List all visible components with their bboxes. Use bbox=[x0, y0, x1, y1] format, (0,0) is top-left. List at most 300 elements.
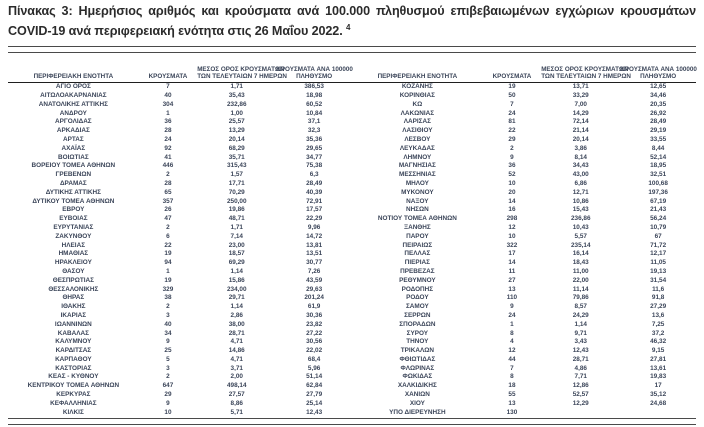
column-header-per100k bbox=[276, 66, 352, 80]
table-row bbox=[8, 145, 352, 154]
avg7-cell: 9,71 bbox=[574, 329, 587, 337]
per100k-cell: 13,81 bbox=[306, 241, 323, 249]
cases-cell: 2 bbox=[166, 223, 170, 231]
cases-cell: 9 bbox=[166, 399, 170, 407]
cases-cell: 55 bbox=[508, 391, 516, 399]
table-row bbox=[8, 92, 352, 101]
column-header-avg7-line2: ΤΩΝ ΤΕΛΕΥΤΑΙΩΝ 7 ΗΜΕΡΩΝ bbox=[197, 72, 287, 80]
cases-cell: 17 bbox=[508, 250, 516, 258]
table-left-body bbox=[8, 83, 352, 417]
region-cell: ΧΙΟΥ bbox=[409, 399, 425, 407]
region-cell: ΑΙΤΩΛΟΑΚΑΡΝΑΝΙΑΣ bbox=[40, 91, 107, 99]
column-header-avg7 bbox=[541, 65, 631, 80]
table-row bbox=[352, 382, 696, 391]
avg7-cell: 21,14 bbox=[572, 127, 589, 135]
table-row bbox=[8, 215, 352, 224]
per100k-cell: 27,29 bbox=[650, 303, 667, 311]
per100k-cell: 60,52 bbox=[306, 100, 323, 108]
table-row bbox=[8, 242, 352, 251]
avg7-cell: 48,71 bbox=[228, 215, 245, 223]
avg7-cell: 1,14 bbox=[230, 267, 243, 275]
region-cell: ΚΕΝΤΡΙΚΟΥ ΤΟΜΕΑ ΑΘΗΝΩΝ bbox=[27, 382, 120, 390]
column-header-avg7-line1: ΜΕΣΟΣ ΟΡΟΣ ΚΡΟΥΣΜΑΤΩΝ bbox=[541, 65, 629, 73]
region-cell: ΑΧΑΪΑΣ bbox=[61, 144, 86, 152]
per100k-cell: 28,49 bbox=[650, 118, 667, 126]
region-cell: ΧΑΛΚΙΔΙΚΗΣ bbox=[397, 382, 437, 390]
table-row bbox=[352, 198, 696, 207]
cases-cell: 110 bbox=[506, 294, 518, 302]
region-cell: ΘΑΣΟΥ bbox=[62, 267, 85, 275]
region-cell: ΑΡΓΟΛΙΔΑΣ bbox=[55, 118, 92, 126]
region-cell: ΙΚΑΡΙΑΣ bbox=[60, 311, 87, 319]
per100k-cell: 46,32 bbox=[650, 338, 667, 346]
avg7-cell: 4,71 bbox=[230, 338, 243, 346]
bottom-double-rule bbox=[8, 418, 696, 425]
cases-cell: 3 bbox=[166, 311, 170, 319]
cases-cell: 94 bbox=[164, 259, 172, 267]
rule-line bbox=[8, 424, 696, 425]
table-row bbox=[352, 391, 696, 400]
avg7-cell: 68,29 bbox=[228, 144, 245, 152]
region-cell: ΚΑΡΔΙΤΣΑΣ bbox=[55, 347, 92, 355]
region-cell: ΚΑΡΠΑΘΟΥ bbox=[55, 355, 92, 363]
cases-cell: 29 bbox=[508, 135, 516, 143]
per100k-cell: 33,55 bbox=[650, 135, 667, 143]
avg7-cell: 3,43 bbox=[574, 338, 587, 346]
avg7-cell: 18,43 bbox=[572, 259, 589, 267]
avg7-cell: 1,71 bbox=[230, 83, 243, 91]
region-cell: ΑΝΑΤΟΛΙΚΗΣ ΑΤΤΙΚΗΣ bbox=[38, 100, 108, 108]
avg7-cell: 52,57 bbox=[572, 391, 589, 399]
table-row bbox=[352, 215, 696, 224]
per100k-cell: 10,84 bbox=[306, 109, 323, 117]
per100k-cell: 67,19 bbox=[650, 197, 667, 205]
avg7-cell: 35,43 bbox=[228, 91, 245, 99]
per100k-cell: 31,54 bbox=[650, 276, 667, 284]
cases-cell: 14 bbox=[508, 259, 516, 267]
per100k-cell: 9,15 bbox=[651, 347, 665, 355]
avg7-cell: 12,29 bbox=[572, 399, 589, 407]
per100k-cell: 67 bbox=[654, 232, 662, 240]
cases-cell: 22 bbox=[164, 241, 172, 249]
region-cell: ΙΩΑΝΝΙΝΩΝ bbox=[54, 320, 92, 328]
table-row bbox=[8, 338, 352, 347]
per100k-cell: 22,29 bbox=[306, 215, 323, 223]
table-row bbox=[352, 92, 696, 101]
avg7-cell: 3,86 bbox=[574, 144, 587, 152]
table-row bbox=[8, 391, 352, 400]
cases-cell: 7 bbox=[166, 83, 170, 91]
per100k-cell: 35,36 bbox=[306, 135, 323, 143]
table-left-header bbox=[8, 53, 352, 83]
avg7-cell: 12,43 bbox=[572, 347, 589, 355]
cases-cell: 2 bbox=[510, 144, 514, 152]
cases-cell: 25 bbox=[164, 347, 172, 355]
cases-cell: 18 bbox=[508, 382, 516, 390]
avg7-cell: 16,14 bbox=[572, 250, 589, 258]
table-row bbox=[352, 145, 696, 154]
table-row bbox=[352, 206, 696, 215]
per100k-cell: 18,95 bbox=[650, 162, 667, 170]
cases-cell: 12 bbox=[508, 223, 516, 231]
per100k-cell: 6,3 bbox=[309, 171, 319, 179]
cases-cell: 47 bbox=[164, 215, 172, 223]
table-row bbox=[8, 180, 352, 189]
region-cell: ΧΑΝΙΩΝ bbox=[404, 391, 430, 399]
avg7-cell: 69,29 bbox=[228, 259, 245, 267]
region-cell: ΓΡΕΒΕΝΩΝ bbox=[55, 171, 92, 179]
column-header-avg7-line2: ΤΩΝ ΤΕΛΕΥΤΑΙΩΝ 7 ΗΜΕΡΩΝ bbox=[541, 72, 631, 80]
per100k-cell: 8,44 bbox=[651, 144, 665, 152]
avg7-cell: 14,86 bbox=[228, 347, 245, 355]
avg7-cell: 8,57 bbox=[574, 303, 587, 311]
per100k-cell: 27,79 bbox=[306, 391, 323, 399]
table-row bbox=[8, 365, 352, 374]
avg7-cell: 34,43 bbox=[572, 162, 589, 170]
table-row bbox=[352, 321, 696, 330]
cases-cell: 9 bbox=[166, 338, 170, 346]
avg7-cell: 7,71 bbox=[574, 373, 587, 381]
region-cell: ΛΕΣΒΟΥ bbox=[404, 135, 431, 143]
per100k-cell: 28,49 bbox=[306, 179, 323, 187]
avg7-cell: 22,00 bbox=[572, 276, 589, 284]
table-row bbox=[352, 154, 696, 163]
cases-cell: 2 bbox=[166, 373, 170, 381]
cases-cell: 6 bbox=[166, 232, 170, 240]
table-row bbox=[352, 242, 696, 251]
table-row bbox=[352, 259, 696, 268]
table-row bbox=[8, 400, 352, 409]
avg7-cell: 8,14 bbox=[574, 153, 587, 161]
cases-cell: 7 bbox=[510, 100, 514, 108]
region-cell: ΔΥΤΙΚΟΥ ΤΟΜΕΑ ΑΘΗΝΩΝ bbox=[32, 197, 115, 205]
per100k-cell: 5,96 bbox=[307, 364, 321, 372]
cases-cell: 28 bbox=[164, 127, 172, 135]
cases-cell: 28 bbox=[164, 179, 172, 187]
avg7-cell: 7,00 bbox=[574, 100, 587, 108]
per100k-cell: 32,3 bbox=[307, 127, 321, 135]
table-row bbox=[352, 250, 696, 259]
table-row bbox=[352, 373, 696, 382]
region-cell: ΝΑΞΟΥ bbox=[406, 197, 429, 205]
cases-cell: 22 bbox=[508, 127, 516, 135]
region-cell: ΡΟΔΟΥ bbox=[406, 294, 429, 302]
cases-cell: 24 bbox=[164, 135, 172, 143]
region-cell: ΠΡΕΒΕΖΑΣ bbox=[400, 267, 435, 275]
cases-cell: 52 bbox=[508, 171, 516, 179]
region-cell: ΡΕΘΥΜΝΟΥ bbox=[399, 276, 436, 284]
table-right-header bbox=[352, 53, 696, 83]
cases-cell: 130 bbox=[506, 408, 518, 416]
table-row bbox=[352, 118, 696, 127]
cases-cell: 50 bbox=[508, 91, 516, 99]
cases-cell: 446 bbox=[162, 162, 174, 170]
per100k-cell: 10,79 bbox=[650, 223, 667, 231]
table-row bbox=[8, 154, 352, 163]
cases-cell: 14 bbox=[508, 197, 516, 205]
region-cell: ΡΟΔΟΠΗΣ bbox=[401, 285, 434, 293]
region-cell: ΜΥΚΟΝΟΥ bbox=[401, 188, 434, 196]
region-cell: ΕΥΡΥΤΑΝΙΑΣ bbox=[53, 223, 94, 231]
cases-cell: 8 bbox=[510, 373, 514, 381]
per100k-cell: 30,77 bbox=[306, 259, 323, 267]
avg7-cell: 27,57 bbox=[228, 391, 245, 399]
region-cell: ΑΡΚΑΔΙΑΣ bbox=[56, 127, 90, 135]
avg7-cell: 1,00 bbox=[230, 109, 243, 117]
column-header-per100k-line2: ΠΛΗΘΥΣΜΟ bbox=[640, 72, 677, 80]
column-header-region: ΠΕΡΙΦΕΡΕΙΑΚΗ ΕΝΟΤΗΤΑ bbox=[377, 72, 458, 80]
avg7-cell: 13,71 bbox=[572, 83, 589, 91]
avg7-cell: 1,57 bbox=[230, 171, 243, 179]
per100k-cell: 7,25 bbox=[651, 320, 665, 328]
column-header-per100k-line1: ΚΡΟΥΣΜΑΤΑ ΑΝΑ 100000 bbox=[620, 65, 697, 73]
cases-cell: 7 bbox=[510, 364, 514, 372]
per100k-cell: 19,13 bbox=[650, 267, 667, 275]
avg7-cell: 4,86 bbox=[574, 364, 587, 372]
per100k-cell: 35,12 bbox=[650, 391, 667, 399]
column-header-per100k-line1: ΚΡΟΥΣΜΑΤΑ ΑΝΑ 100000 bbox=[276, 65, 353, 73]
table-right-body bbox=[352, 83, 696, 417]
per100k-cell: 13,61 bbox=[650, 364, 667, 372]
table-row bbox=[8, 373, 352, 382]
region-cell: ΜΕΣΣΗΝΙΑΣ bbox=[399, 171, 436, 179]
per100k-cell: 29,63 bbox=[306, 285, 323, 293]
table-row bbox=[352, 409, 696, 418]
cases-cell: 92 bbox=[164, 144, 172, 152]
avg7-cell: 23,00 bbox=[228, 241, 245, 249]
region-cell: ΚΟΖΑΝΗΣ bbox=[401, 83, 433, 91]
cases-cell: 4 bbox=[510, 338, 514, 346]
table-row bbox=[352, 347, 696, 356]
per100k-cell: 30,56 bbox=[306, 338, 323, 346]
table-row bbox=[8, 268, 352, 277]
table-row bbox=[352, 162, 696, 171]
per100k-cell: 40,39 bbox=[306, 188, 323, 196]
cases-cell: 304 bbox=[162, 100, 174, 108]
table-caption-text: Πίνακας 3: Ημερήσιος αριθμός και κρούσματα ανά 100.000 πληθυσμού επιβεβαιωμένων εγχώριων κρουσμάτων COVID-19 ανά περιφερειακή ενότητα στις 26 Μαΐου 2022. bbox=[8, 4, 696, 38]
table-row bbox=[352, 338, 696, 347]
avg7-cell: 35,71 bbox=[228, 153, 245, 161]
avg7-cell: 5,71 bbox=[230, 408, 243, 416]
table-row bbox=[8, 347, 352, 356]
region-cell: ΠΕΛΛΑΣ bbox=[404, 250, 431, 258]
per100k-cell: 14,72 bbox=[306, 232, 323, 240]
region-cell: ΠΑΡΟΥ bbox=[406, 232, 429, 240]
per100k-cell: 100,68 bbox=[648, 179, 668, 187]
region-cell: ΘΗΡΑΣ bbox=[62, 294, 85, 302]
region-cell: ΚΟΡΙΝΘΙΑΣ bbox=[399, 91, 435, 99]
per100k-cell: 51,14 bbox=[306, 373, 323, 381]
cases-cell: 36 bbox=[164, 118, 172, 126]
avg7-cell: 70,29 bbox=[228, 188, 245, 196]
cases-cell: 9 bbox=[510, 303, 514, 311]
cases-cell: 10 bbox=[508, 232, 516, 240]
cases-cell: 5 bbox=[166, 355, 170, 363]
table-row bbox=[8, 382, 352, 391]
per100k-cell: 12,43 bbox=[306, 408, 323, 416]
table-row bbox=[352, 127, 696, 136]
per100k-cell: 17,57 bbox=[306, 206, 323, 214]
table-row bbox=[352, 330, 696, 339]
avg7-cell: 33,29 bbox=[572, 91, 589, 99]
avg7-cell: 14,29 bbox=[572, 109, 589, 117]
region-cell: ΕΥΒΟΙΑΣ bbox=[59, 215, 88, 223]
cases-cell: 357 bbox=[162, 197, 174, 205]
per100k-cell: 75,38 bbox=[306, 162, 323, 170]
region-cell: ΔΡΑΜΑΣ bbox=[59, 179, 87, 187]
cases-cell: 65 bbox=[164, 188, 172, 196]
avg7-cell: 1,14 bbox=[574, 320, 587, 328]
cases-cell: 24 bbox=[508, 109, 516, 117]
per100k-cell: 56,24 bbox=[650, 215, 667, 223]
region-cell: ΚΑΣΤΟΡΙΑΣ bbox=[55, 364, 92, 372]
avg7-cell: 235,14 bbox=[570, 241, 591, 249]
table-row bbox=[8, 409, 352, 418]
table-row bbox=[8, 118, 352, 127]
avg7-cell: 43,00 bbox=[572, 171, 589, 179]
region-cell: ΑΓΙΟ ΟΡΟΣ bbox=[55, 83, 91, 91]
per100k-cell: 27,22 bbox=[306, 329, 323, 337]
table-row bbox=[352, 356, 696, 365]
per100k-cell: 201,24 bbox=[304, 294, 324, 302]
per100k-cell: 22,02 bbox=[306, 347, 323, 355]
per100k-cell: 7,26 bbox=[307, 267, 321, 275]
column-header-avg7 bbox=[197, 65, 287, 80]
per100k-cell: 34,46 bbox=[650, 91, 667, 99]
cases-cell: 36 bbox=[508, 162, 516, 170]
table-row bbox=[352, 277, 696, 286]
cases-cell: 2 bbox=[166, 303, 170, 311]
per100k-cell: 12,17 bbox=[650, 250, 667, 258]
region-cell: ΚΑΛΥΜΝΟΥ bbox=[55, 338, 92, 346]
avg7-cell: 11,00 bbox=[572, 267, 589, 275]
avg7-cell: 4,71 bbox=[230, 355, 243, 363]
avg7-cell: 19,86 bbox=[228, 206, 245, 214]
table-row bbox=[8, 198, 352, 207]
cases-cell: 12 bbox=[508, 347, 516, 355]
region-cell: ΠΙΕΡΙΑΣ bbox=[404, 259, 430, 267]
table-row bbox=[8, 303, 352, 312]
table-row bbox=[8, 224, 352, 233]
per100k-cell: 13,6 bbox=[651, 311, 665, 319]
table-row bbox=[8, 250, 352, 259]
cases-cell: 19 bbox=[164, 250, 172, 258]
avg7-cell: 2,00 bbox=[230, 373, 243, 381]
table-row bbox=[352, 294, 696, 303]
region-cell: ΣΕΡΡΩΝ bbox=[404, 311, 431, 319]
table-right bbox=[352, 53, 696, 417]
table-row bbox=[352, 312, 696, 321]
per100k-cell: 24,68 bbox=[650, 399, 667, 407]
cases-cell: 322 bbox=[506, 241, 518, 249]
per100k-cell: 68,4 bbox=[307, 355, 321, 363]
region-cell: ΖΑΚΥΝΘΟΥ bbox=[55, 232, 92, 240]
table-row bbox=[8, 321, 352, 330]
per100k-cell: 37,1 bbox=[307, 118, 321, 126]
avg7-cell: 7,14 bbox=[230, 232, 243, 240]
per100k-cell: 91,8 bbox=[651, 294, 665, 302]
region-cell: ΥΠΟ ΔΙΕΡΕΥΝΗΣΗ bbox=[389, 408, 446, 416]
avg7-cell: 10,86 bbox=[572, 197, 589, 205]
column-header-per100k-line2: ΠΛΗΘΥΣΜΟ bbox=[296, 72, 333, 80]
cases-cell: 20 bbox=[508, 188, 516, 196]
per100k-cell: 12,65 bbox=[650, 83, 667, 91]
region-cell: ΤΗΝΟΥ bbox=[406, 338, 429, 346]
per100k-cell: 23,82 bbox=[306, 320, 323, 328]
cases-cell: 10 bbox=[164, 408, 172, 416]
column-header-cases: ΚΡΟΥΣΜΑΤΑ bbox=[148, 72, 188, 80]
region-cell: ΑΝΔΡΟΥ bbox=[59, 109, 87, 117]
table-row bbox=[352, 268, 696, 277]
table-row bbox=[352, 224, 696, 233]
avg7-cell: 20,14 bbox=[572, 135, 589, 143]
region-cell: ΒΟΡΕΙΟΥ ΤΟΜΕΑ ΑΘΗΝΩΝ bbox=[31, 162, 116, 170]
table-row bbox=[352, 110, 696, 119]
column-header-per100k bbox=[620, 66, 696, 80]
table-row bbox=[352, 365, 696, 374]
cases-cell: 329 bbox=[162, 285, 174, 293]
table-row bbox=[352, 286, 696, 295]
region-cell: ΚΕΡΚΥΡΑΣ bbox=[56, 391, 91, 399]
avg7-cell: 1,71 bbox=[230, 223, 243, 231]
cases-cell: 16 bbox=[508, 206, 516, 214]
region-cell: ΜΑΓΝΗΣΙΑΣ bbox=[398, 162, 436, 170]
cases-cell: 3 bbox=[166, 364, 170, 372]
avg7-cell: 2,86 bbox=[230, 311, 243, 319]
cases-cell: 1 bbox=[166, 109, 170, 117]
cases-cell: 13 bbox=[508, 399, 516, 407]
region-cell: ΑΡΤΑΣ bbox=[62, 135, 84, 143]
column-header-region: ΠΕΡΙΦΕΡΕΙΑΚΗ ΕΝΟΤΗΤΑ bbox=[33, 72, 114, 80]
avg7-cell: 13,29 bbox=[228, 127, 245, 135]
table-left bbox=[8, 53, 352, 417]
region-cell: ΚΑΒΑΛΑΣ bbox=[57, 329, 89, 337]
cases-cell: 1 bbox=[510, 320, 514, 328]
cases-cell: 81 bbox=[508, 118, 516, 126]
table-row bbox=[8, 110, 352, 119]
per100k-cell: 29,19 bbox=[650, 127, 667, 135]
avg7-cell: 12,86 bbox=[572, 382, 589, 390]
per100k-cell: 32,51 bbox=[650, 171, 667, 179]
cases-cell: 40 bbox=[164, 320, 172, 328]
per100k-cell: 20,35 bbox=[650, 100, 667, 108]
avg7-cell: 15,86 bbox=[228, 276, 245, 284]
per100k-cell: 72,91 bbox=[306, 197, 323, 205]
table-row bbox=[8, 136, 352, 145]
avg7-cell: 236,86 bbox=[570, 215, 591, 223]
avg7-cell: 3,71 bbox=[230, 364, 243, 372]
per100k-cell: 13,51 bbox=[306, 250, 323, 258]
region-cell: ΛΕΥΚΑΔΑΣ bbox=[399, 144, 435, 152]
avg7-cell: 250,00 bbox=[226, 197, 247, 205]
region-cell: ΤΡΙΚΑΛΩΝ bbox=[400, 347, 434, 355]
region-cell: ΠΕΙΡΑΙΩΣ bbox=[402, 241, 433, 249]
table-caption bbox=[8, 4, 696, 39]
region-cell: ΝΗΣΩΝ bbox=[405, 206, 429, 214]
per100k-cell: 29,65 bbox=[306, 144, 323, 152]
avg7-cell: 29,71 bbox=[228, 294, 245, 302]
table-row bbox=[8, 330, 352, 339]
region-cell: ΛΑΚΩΝΙΑΣ bbox=[400, 109, 435, 117]
table-row bbox=[8, 286, 352, 295]
cases-cell: 13 bbox=[508, 285, 516, 293]
table-row bbox=[352, 83, 696, 92]
region-cell: ΗΜΑΘΙΑΣ bbox=[58, 250, 89, 258]
per100k-cell: 62,84 bbox=[306, 382, 323, 390]
table-row bbox=[8, 233, 352, 242]
tables-container bbox=[8, 53, 696, 417]
cases-cell: 19 bbox=[164, 276, 172, 284]
